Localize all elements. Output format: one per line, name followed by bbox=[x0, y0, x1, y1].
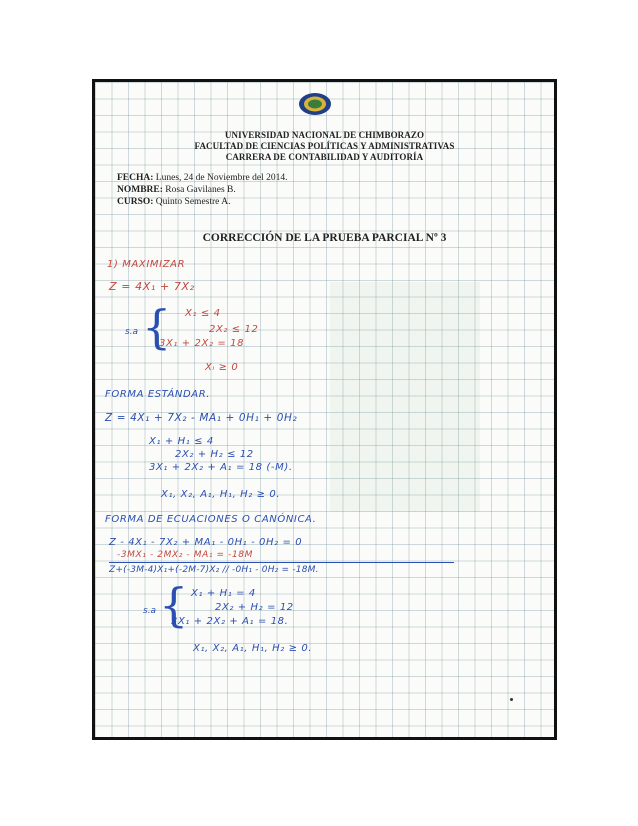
canonical-row-2: -3MX₁ - 2MX₂ - MA₁ = -18M bbox=[117, 550, 253, 560]
standard-constraint-2: 2X₂ + H₂ ≤ 12 bbox=[175, 449, 254, 460]
nonnegativity-1: Xᵢ ≥ 0 bbox=[205, 362, 239, 373]
standard-form-title: FORMA ESTÁNDAR. bbox=[105, 389, 211, 400]
faint-bleedthrough bbox=[330, 282, 480, 512]
course-line: CURSO: Quinto Semestre A. bbox=[117, 197, 231, 207]
problem-heading: 1) MAXIMIZAR bbox=[107, 259, 186, 270]
canonical-nonnegativity: X₁, X₂, A₁, H₁, H₂ ≥ 0. bbox=[193, 643, 313, 654]
standard-constraint-1: X₁ + H₁ ≤ 4 bbox=[149, 436, 214, 447]
standard-objective: Z = 4X₁ + 7X₂ - MA₁ + 0H₁ + 0H₂ bbox=[105, 412, 298, 424]
subject-to-label-2: s.a bbox=[143, 606, 157, 616]
standard-constraint-3: 3X₁ + 2X₂ + A₁ = 18 (-M). bbox=[149, 462, 293, 473]
constraint-3: 3X₁ + 2X₂ = 18 bbox=[159, 338, 245, 349]
canonical-constraint-1: X₁ + H₁ = 4 bbox=[191, 588, 256, 599]
career-name: CARRERA DE CONTABILIDAD Y AUDITORÍA bbox=[225, 152, 424, 162]
standard-nonnegativity: X₁, X₂, A₁, H₁, H₂ ≥ 0. bbox=[161, 489, 281, 500]
university-name: UNIVERSIDAD NACIONAL DE CHIMBORAZO bbox=[224, 130, 425, 140]
objective-function: Z = 4X₁ + 7X₂ bbox=[109, 280, 195, 293]
canonical-constraints-brace: { bbox=[159, 578, 189, 632]
canonical-constraint-2: 2X₂ + H₂ = 12 bbox=[215, 602, 294, 613]
university-seal-logo bbox=[298, 92, 332, 116]
constraint-2: 2X₂ ≤ 12 bbox=[209, 324, 259, 335]
document-page bbox=[92, 79, 557, 740]
name-line: NOMBRE: Rosa Gavilanes B. bbox=[117, 185, 236, 195]
constraints-brace: { bbox=[142, 300, 172, 354]
pen-dot bbox=[510, 698, 513, 701]
canonical-row-1: Z - 4X₁ - 7X₂ + MA₁ - 0H₁ - 0H₂ = 0 bbox=[109, 537, 303, 548]
date-line: FECHA: Lunes, 24 de Noviembre del 2014. bbox=[117, 173, 288, 183]
canonical-constraint-3: 3X₁ + 2X₂ + A₁ = 18. bbox=[171, 616, 289, 627]
sum-line bbox=[109, 562, 454, 563]
faculty-name: FACULTAD DE CIENCIAS POLÍTICAS Y ADMINISTRATIVAS bbox=[194, 141, 455, 151]
subject-to-label: s.a bbox=[125, 327, 139, 337]
constraint-1: X₁ ≤ 4 bbox=[185, 308, 221, 319]
page-title: CORRECCIÓN DE LA PRUEBA PARCIAL Nº 3 bbox=[202, 232, 447, 244]
canonical-row-3: Z+(-3M-4)X₁+(-2M-7)X₂ // -0H₁ - 0H₂ = -18M. bbox=[109, 565, 319, 575]
canonical-form-title: FORMA DE ECUACIONES O CANÓNICA. bbox=[105, 514, 317, 525]
